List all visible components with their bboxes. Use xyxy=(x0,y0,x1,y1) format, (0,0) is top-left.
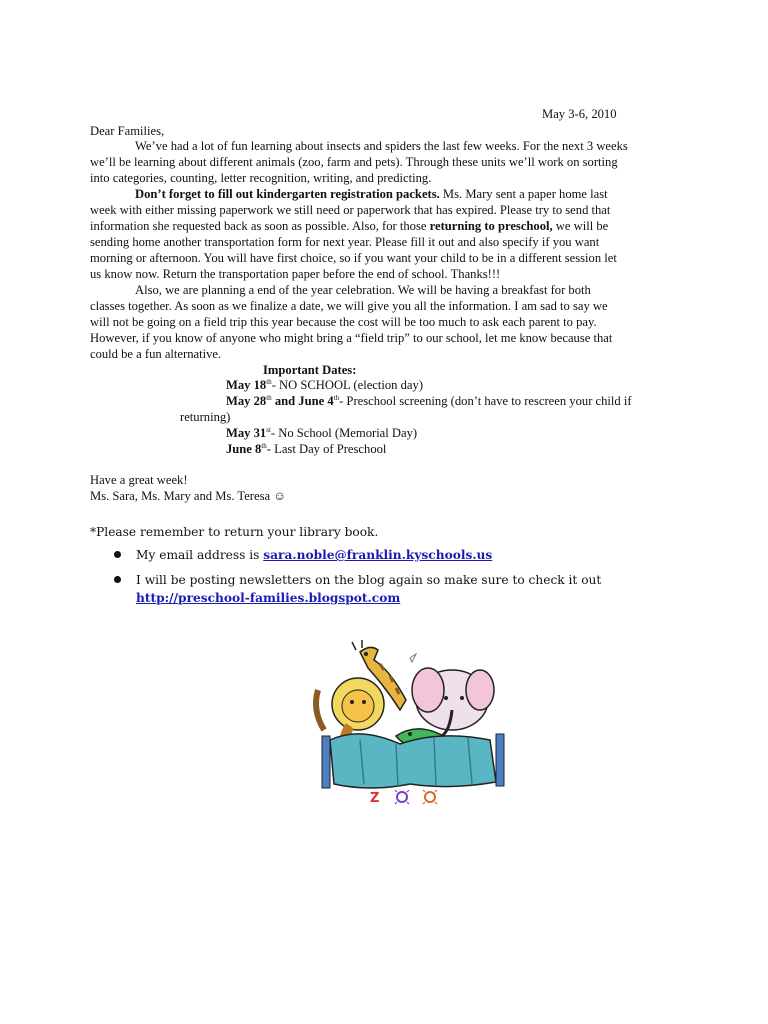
date-desc: - Preschool screening (don’t have to rescreen your child if xyxy=(339,394,632,408)
p1-line: into categories, counting, letter recognition, writing, and predicting. xyxy=(90,171,432,185)
p3-line: could be a fun alternative. xyxy=(90,347,222,361)
letter-date: May 3-6, 2010 xyxy=(542,107,617,121)
date-item xyxy=(226,378,423,394)
returning-emphasis: returning to preschool, xyxy=(429,219,553,233)
closing: Have a great week! xyxy=(90,473,188,487)
zoo-animals-clipart xyxy=(300,640,510,816)
date-sup: th xyxy=(266,378,272,386)
dates-heading-text: Important Dates: xyxy=(263,363,357,377)
email-link[interactable]: sara.noble@franklin.kyschools.us xyxy=(263,548,493,562)
date-desc: - NO SCHOOL (election day) xyxy=(271,378,424,392)
bed-icon xyxy=(322,734,504,788)
svg-text:Z: Z xyxy=(370,791,380,806)
date-sup: th xyxy=(333,394,340,402)
bullet-text: I will be posting newsletters on the blog again so make sure to check it out xyxy=(136,573,602,587)
date-day: May 31 xyxy=(226,426,267,440)
elephant-icon xyxy=(410,654,494,736)
date-item-continued: returning) xyxy=(180,410,231,424)
p2-line: sending home another transportation form for next year. Please fill it out and also specify if you want xyxy=(90,235,600,249)
blog-link[interactable]: http://preschool-families.blogspot.com xyxy=(136,591,401,605)
date-sup: th xyxy=(266,394,272,402)
date-day: May 28 xyxy=(226,394,267,408)
date-desc: - No School (Memorial Day) xyxy=(270,426,418,440)
p2-line3 xyxy=(90,219,608,235)
dates-heading xyxy=(263,363,356,379)
date-day: June 8 xyxy=(226,442,262,456)
library-reminder: *Please remember to return your library book. xyxy=(90,525,379,539)
date-day: and June 4 xyxy=(271,394,334,408)
bullet-text: My email address is xyxy=(136,548,264,562)
p1-line: We’ve had a lot of fun learning about insects and spiders the last few weeks. For the next 3 weeks xyxy=(135,139,628,153)
p3-line: classes together. As soon as we finalize a date, we will give you all the information. I am sad to say we xyxy=(90,299,608,313)
p2-line: us know now. Return the transportation paper before the end of school. Thanks!!! xyxy=(90,267,501,281)
date-item xyxy=(226,442,386,458)
date-sup: st xyxy=(266,426,271,434)
signature: Ms. Sara, Ms. Mary and Ms. Teresa ☺ xyxy=(90,489,287,503)
bullet-item xyxy=(136,548,492,564)
p2-line: morning or afternoon. You will have first choice, so if you want your child to be in a different session let xyxy=(90,251,617,265)
registration-reminder: Don’t forget to fill out kindergarten registration packets. xyxy=(135,187,440,201)
zoo-letters xyxy=(370,790,437,806)
p3-line: Also, we are planning a end of the year celebration. We will be having a breakfast for both xyxy=(135,283,591,297)
p2-line: week with either missing paperwork we still need or paperwork that has expired. Please try to send that xyxy=(90,203,611,217)
p1-line: we’ll be learning about different animals (zoo, farm and pets). Through these units we’ll work on sorting xyxy=(90,155,618,169)
p3-line: will not be going on a field trip this year because the cost will be too much to ask each parent to pay. xyxy=(90,315,597,329)
bullet-dot xyxy=(114,551,121,558)
date-day: May 18 xyxy=(226,378,267,392)
date-desc: - Last Day of Preschool xyxy=(266,442,387,456)
p2-line1 xyxy=(135,187,608,203)
date-item xyxy=(226,394,632,410)
p2-text: information she requested back as soon as possible. Also, for those xyxy=(90,219,430,233)
bullet-dot xyxy=(114,576,121,583)
p2-text: Ms. Mary sent a paper home last xyxy=(439,187,608,201)
p2-text: we will be xyxy=(552,219,609,233)
p3-line: However, if you know of anyone who might bring a “field trip” to our school, let me know because that xyxy=(90,331,613,345)
date-sup: th xyxy=(261,442,267,450)
salutation: Dear Families, xyxy=(90,124,165,138)
blog-link-line xyxy=(136,591,400,607)
date-item xyxy=(226,426,417,442)
